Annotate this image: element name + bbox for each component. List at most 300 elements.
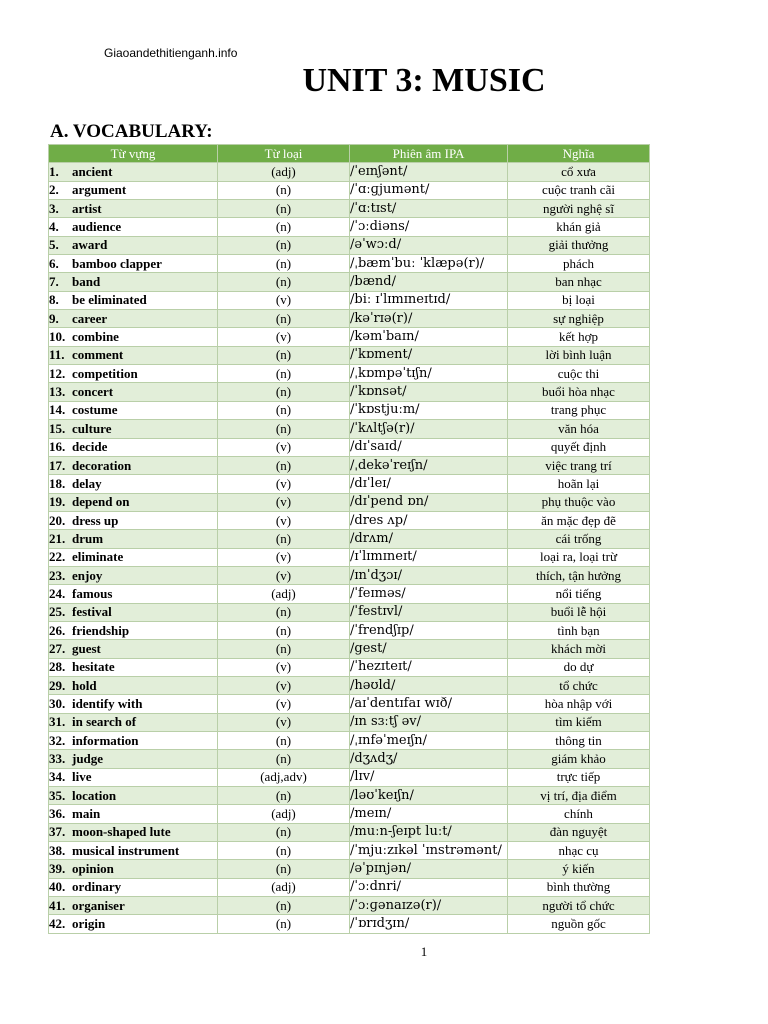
meaning-cell: cuộc tranh cãi <box>508 181 650 199</box>
word-cell <box>49 511 218 529</box>
meaning-cell: việc trang trí <box>508 456 650 474</box>
part-of-speech-cell: (n) <box>218 621 350 639</box>
part-of-speech-cell: (n) <box>218 603 350 621</box>
word-cell <box>49 236 218 254</box>
meaning-cell: phách <box>508 255 650 273</box>
meaning-cell: tổ chức <box>508 676 650 694</box>
meaning-cell: sự nghiệp <box>508 310 650 328</box>
meaning-cell: cổ xưa <box>508 163 650 181</box>
table-row <box>49 493 650 511</box>
part-of-speech-cell: (n) <box>218 310 350 328</box>
word-cell <box>49 291 218 309</box>
part-of-speech-cell: (v) <box>218 548 350 566</box>
meaning-cell: người tổ chức <box>508 897 650 915</box>
part-of-speech-cell: (n) <box>218 365 350 383</box>
row-number: 39. <box>49 861 66 877</box>
row-number: 20. <box>49 512 66 528</box>
meaning-cell: trực tiếp <box>508 768 650 786</box>
column-header-ipa: Phiên âm IPA <box>350 145 508 163</box>
ipa-cell: /ˈfeɪməs/ <box>350 585 508 603</box>
word-text: concert <box>72 384 114 400</box>
table-row <box>49 621 650 639</box>
word-text: argument <box>72 182 127 198</box>
ipa-cell: /ˈɔːɡənaɪzə(r)/ <box>350 897 508 915</box>
table-row <box>49 291 650 309</box>
word-cell <box>49 897 218 915</box>
meaning-cell: tình bạn <box>508 621 650 639</box>
row-number: 4. <box>49 219 59 235</box>
ipa-cell: /dʒʌdʒ/ <box>350 750 508 768</box>
table-row <box>49 365 650 383</box>
meaning-cell: loại ra, loại trừ <box>508 548 650 566</box>
part-of-speech-cell: (n) <box>218 255 350 273</box>
part-of-speech-cell: (adj) <box>218 805 350 823</box>
row-number: 22. <box>49 549 66 565</box>
word-cell <box>49 493 218 511</box>
meaning-cell: lời bình luận <box>508 346 650 364</box>
word-cell <box>49 805 218 823</box>
table-row <box>49 732 650 750</box>
word-text: be eliminated <box>72 292 147 308</box>
ipa-cell: /ˈfestɪvl/ <box>350 603 508 621</box>
table-row <box>49 640 650 658</box>
word-cell <box>49 401 218 419</box>
word-cell <box>49 566 218 584</box>
word-text: competition <box>72 365 138 381</box>
meaning-cell: đàn nguyệt <box>508 823 650 841</box>
word-text: award <box>72 237 108 253</box>
word-cell <box>49 603 218 621</box>
table-row <box>49 713 650 731</box>
word-cell <box>49 383 218 401</box>
word-cell <box>49 658 218 676</box>
word-text: organiser <box>72 897 125 913</box>
meaning-cell: buổi lễ hội <box>508 603 650 621</box>
word-cell <box>49 787 218 805</box>
word-text: career <box>72 310 108 326</box>
ipa-cell: /ˌbæmˈbuː ˈklæpə(r)/ <box>350 255 508 273</box>
table-row <box>49 603 650 621</box>
word-text: artist <box>72 200 102 216</box>
word-cell <box>49 273 218 291</box>
ipa-cell: /ˌdekəˈreɪʃn/ <box>350 456 508 474</box>
word-cell <box>49 768 218 786</box>
word-text: festival <box>72 604 112 620</box>
meaning-cell: giải thưởng <box>508 236 650 254</box>
ipa-cell: /dres ʌp/ <box>350 511 508 529</box>
row-number: 5. <box>49 237 59 253</box>
part-of-speech-cell: (v) <box>218 328 350 346</box>
meaning-cell: trang phục <box>508 401 650 419</box>
ipa-cell: /ˈkɒment/ <box>350 346 508 364</box>
word-text: ancient <box>72 164 113 180</box>
row-number: 28. <box>49 659 66 675</box>
part-of-speech-cell: (v) <box>218 511 350 529</box>
table-row <box>49 236 650 254</box>
word-cell <box>49 842 218 860</box>
table-row <box>49 456 650 474</box>
word-cell <box>49 640 218 658</box>
row-number: 18. <box>49 475 66 491</box>
row-number: 15. <box>49 420 66 436</box>
row-number: 38. <box>49 842 66 858</box>
part-of-speech-cell: (v) <box>218 475 350 493</box>
part-of-speech-cell: (adj) <box>218 878 350 896</box>
table-row <box>49 511 650 529</box>
ipa-cell: /ɪˈlɪmɪneɪt/ <box>350 548 508 566</box>
word-cell <box>49 475 218 493</box>
table-row <box>49 805 650 823</box>
table-row <box>49 218 650 236</box>
meaning-cell: giám khảo <box>508 750 650 768</box>
ipa-cell: /ˈmjuːzɪkəl ˈɪnstrəmənt/ <box>350 842 508 860</box>
word-text: bamboo clapper <box>72 255 162 271</box>
ipa-cell: /ˈfrendʃɪp/ <box>350 621 508 639</box>
ipa-cell: /ɪnˈdʒɔɪ/ <box>350 566 508 584</box>
word-cell <box>49 218 218 236</box>
ipa-cell: /ˈɑːɡjumənt/ <box>350 181 508 199</box>
meaning-cell: ăn mặc đẹp đẽ <box>508 511 650 529</box>
word-text: famous <box>72 585 113 601</box>
word-text: comment <box>72 347 124 363</box>
word-cell <box>49 530 218 548</box>
table-row <box>49 768 650 786</box>
row-number: 36. <box>49 806 66 822</box>
part-of-speech-cell: (n) <box>218 346 350 364</box>
row-number: 6. <box>49 255 59 271</box>
part-of-speech-cell: (n) <box>218 273 350 291</box>
row-number: 40. <box>49 879 66 895</box>
meaning-cell: chính <box>508 805 650 823</box>
ipa-cell: /dɪˈleɪ/ <box>350 475 508 493</box>
site-name: Giaoandethitienganh.info <box>104 46 238 60</box>
word-text: information <box>72 732 139 748</box>
table-row <box>49 695 650 713</box>
row-number: 13. <box>49 384 66 400</box>
word-text: identify with <box>72 695 143 711</box>
table-row <box>49 676 650 694</box>
table-row <box>49 842 650 860</box>
ipa-cell: /gest/ <box>350 640 508 658</box>
row-number: 12. <box>49 365 66 381</box>
ipa-cell: /əˈpɪnjən/ <box>350 860 508 878</box>
row-number: 31. <box>49 714 66 730</box>
part-of-speech-cell: (n) <box>218 842 350 860</box>
row-number: 37. <box>49 824 66 840</box>
word-cell <box>49 750 218 768</box>
word-cell <box>49 860 218 878</box>
word-cell <box>49 676 218 694</box>
part-of-speech-cell: (v) <box>218 713 350 731</box>
table-row <box>49 328 650 346</box>
word-cell <box>49 695 218 713</box>
part-of-speech-cell: (n) <box>218 456 350 474</box>
word-text: ordinary <box>72 879 122 895</box>
word-cell <box>49 420 218 438</box>
part-of-speech-cell: (adj) <box>218 585 350 603</box>
table-row <box>49 878 650 896</box>
row-number: 19. <box>49 494 66 510</box>
part-of-speech-cell: (adj) <box>218 163 350 181</box>
word-text: depend on <box>72 494 130 510</box>
part-of-speech-cell: (v) <box>218 566 350 584</box>
part-of-speech-cell: (v) <box>218 695 350 713</box>
word-cell <box>49 585 218 603</box>
table-row <box>49 566 650 584</box>
ipa-cell: /əˈwɔːd/ <box>350 236 508 254</box>
word-text: band <box>72 274 101 290</box>
row-number: 29. <box>49 677 66 693</box>
word-cell <box>49 823 218 841</box>
table-row <box>49 475 650 493</box>
part-of-speech-cell: (n) <box>218 236 350 254</box>
word-text: audience <box>72 219 122 235</box>
word-text: guest <box>72 640 101 656</box>
row-number: 34. <box>49 769 66 785</box>
row-number: 2. <box>49 182 59 198</box>
word-text: decoration <box>72 457 132 473</box>
meaning-cell: nổi tiếng <box>508 585 650 603</box>
word-cell <box>49 915 218 933</box>
part-of-speech-cell: (v) <box>218 438 350 456</box>
ipa-cell: /ɪn sɜːtʃ əv/ <box>350 713 508 731</box>
meaning-cell: ban nhạc <box>508 273 650 291</box>
ipa-cell: /ˌkɒmpəˈtɪʃn/ <box>350 365 508 383</box>
ipa-cell: /muːn-ʃeɪpt luːt/ <box>350 823 508 841</box>
part-of-speech-cell: (n) <box>218 420 350 438</box>
word-cell <box>49 181 218 199</box>
row-number: 42. <box>49 916 66 932</box>
part-of-speech-cell: (v) <box>218 291 350 309</box>
row-number: 26. <box>49 622 66 638</box>
ipa-cell: /dɪˈsaɪd/ <box>350 438 508 456</box>
table-row <box>49 585 650 603</box>
meaning-cell: khách mời <box>508 640 650 658</box>
meaning-cell: quyết định <box>508 438 650 456</box>
word-cell <box>49 732 218 750</box>
word-text: main <box>72 806 101 822</box>
ipa-cell: /ˈkɒnsət/ <box>350 383 508 401</box>
word-text: dress up <box>72 512 119 528</box>
word-text: judge <box>72 751 104 767</box>
word-cell <box>49 621 218 639</box>
meaning-cell: bình thường <box>508 878 650 896</box>
ipa-cell: /kəmˈbaɪn/ <box>350 328 508 346</box>
word-cell <box>49 365 218 383</box>
word-cell <box>49 310 218 328</box>
table-row <box>49 860 650 878</box>
word-text: drum <box>72 530 104 546</box>
table-row <box>49 915 650 933</box>
meaning-cell: vị trí, địa điểm <box>508 787 650 805</box>
word-cell <box>49 438 218 456</box>
part-of-speech-cell: (n) <box>218 750 350 768</box>
word-text: enjoy <box>72 567 103 583</box>
part-of-speech-cell: (n) <box>218 181 350 199</box>
row-number: 33. <box>49 751 66 767</box>
word-text: opinion <box>72 861 114 877</box>
ipa-cell: /ˈɔːdnri/ <box>350 878 508 896</box>
ipa-cell: /ˈkɒstjuːm/ <box>350 401 508 419</box>
word-text: in search of <box>72 714 137 730</box>
table-row <box>49 200 650 218</box>
meaning-cell: người nghệ sĩ <box>508 200 650 218</box>
page-title: UNIT 3: MUSIC <box>302 62 546 99</box>
section-title: A. VOCABULARY: <box>50 121 213 142</box>
row-number: 25. <box>49 604 66 620</box>
part-of-speech-cell: (n) <box>218 401 350 419</box>
meaning-cell: bị loại <box>508 291 650 309</box>
word-text: delay <box>72 475 102 491</box>
meaning-cell: phụ thuộc vào <box>508 493 650 511</box>
table-row <box>49 897 650 915</box>
ipa-cell: /ˌɪnfəˈmeɪʃn/ <box>350 732 508 750</box>
ipa-cell: /bænd/ <box>350 273 508 291</box>
meaning-cell: thông tin <box>508 732 650 750</box>
word-text: location <box>72 787 117 803</box>
part-of-speech-cell: (n) <box>218 218 350 236</box>
part-of-speech-cell: (n) <box>218 530 350 548</box>
part-of-speech-cell: (n) <box>218 640 350 658</box>
table-row <box>49 658 650 676</box>
part-of-speech-cell: (v) <box>218 493 350 511</box>
word-cell <box>49 456 218 474</box>
word-text: live <box>72 769 92 785</box>
word-text: decide <box>72 439 108 455</box>
meaning-cell: tìm kiếm <box>508 713 650 731</box>
word-text: eliminate <box>72 549 124 565</box>
meaning-cell: khán giả <box>508 218 650 236</box>
table-row <box>49 401 650 419</box>
ipa-cell: /meɪn/ <box>350 805 508 823</box>
word-text: friendship <box>72 622 130 638</box>
word-text: costume <box>72 402 118 418</box>
word-cell <box>49 328 218 346</box>
meaning-cell: nguồn gốc <box>508 915 650 933</box>
table-row <box>49 255 650 273</box>
row-number: 7. <box>49 274 59 290</box>
table-row <box>49 383 650 401</box>
part-of-speech-cell: (n) <box>218 915 350 933</box>
row-number: 23. <box>49 567 66 583</box>
table-row <box>49 438 650 456</box>
row-number: 17. <box>49 457 66 473</box>
meaning-cell: hoãn lại <box>508 475 650 493</box>
ipa-cell: /ˈeɪnʃənt/ <box>350 163 508 181</box>
table-row <box>49 420 650 438</box>
meaning-cell: do dự <box>508 658 650 676</box>
ipa-cell: /dɪˈpend ɒn/ <box>350 493 508 511</box>
meaning-cell: cái trống <box>508 530 650 548</box>
meaning-cell: nhạc cụ <box>508 842 650 860</box>
ipa-cell: /biː ɪˈlɪmɪneɪtɪd/ <box>350 291 508 309</box>
table-row <box>49 181 650 199</box>
part-of-speech-cell: (v) <box>218 676 350 694</box>
table-row <box>49 548 650 566</box>
ipa-cell: /kəˈrɪə(r)/ <box>350 310 508 328</box>
table-row <box>49 163 650 181</box>
part-of-speech-cell: (n) <box>218 860 350 878</box>
vocabulary-table-body <box>49 163 650 933</box>
table-row <box>49 750 650 768</box>
row-number: 32. <box>49 732 66 748</box>
meaning-cell: cuộc thi <box>508 365 650 383</box>
row-number: 11. <box>49 347 65 363</box>
word-cell <box>49 200 218 218</box>
row-number: 27. <box>49 640 66 656</box>
table-row <box>49 310 650 328</box>
meaning-cell: kết hợp <box>508 328 650 346</box>
part-of-speech-cell: (n) <box>218 823 350 841</box>
table-row <box>49 530 650 548</box>
word-text: culture <box>72 420 112 436</box>
row-number: 24. <box>49 585 66 601</box>
ipa-cell: /lɪv/ <box>350 768 508 786</box>
ipa-cell: /aɪˈdentɪfaɪ wɪð/ <box>350 695 508 713</box>
part-of-speech-cell: (n) <box>218 897 350 915</box>
row-number: 1. <box>49 164 59 180</box>
part-of-speech-cell: (v) <box>218 658 350 676</box>
ipa-cell: /drʌm/ <box>350 530 508 548</box>
table-header-row <box>49 145 650 163</box>
word-text: combine <box>72 329 119 345</box>
row-number: 3. <box>49 200 59 216</box>
word-cell <box>49 255 218 273</box>
word-cell <box>49 878 218 896</box>
meaning-cell: văn hóa <box>508 420 650 438</box>
word-text: hesitate <box>72 659 115 675</box>
ipa-cell: /ˈɒrɪdʒɪn/ <box>350 915 508 933</box>
row-number: 30. <box>49 695 66 711</box>
word-cell <box>49 713 218 731</box>
word-text: origin <box>72 916 106 932</box>
ipa-cell: /həʊld/ <box>350 676 508 694</box>
word-cell <box>49 548 218 566</box>
column-header-pos: Từ loại <box>218 145 350 163</box>
ipa-cell: /ləʊˈkeɪʃn/ <box>350 787 508 805</box>
row-number: 14. <box>49 402 66 418</box>
part-of-speech-cell: (adj,adv) <box>218 768 350 786</box>
meaning-cell: hòa nhập với <box>508 695 650 713</box>
meaning-cell: ý kiến <box>508 860 650 878</box>
table-row <box>49 823 650 841</box>
ipa-cell: /ˈɔːdiəns/ <box>350 218 508 236</box>
page-number: 1 <box>420 944 428 959</box>
part-of-speech-cell: (n) <box>218 383 350 401</box>
row-number: 41. <box>49 897 66 913</box>
word-cell <box>49 346 218 364</box>
meaning-cell: thích, tận hưởng <box>508 566 650 584</box>
row-number: 16. <box>49 439 66 455</box>
row-number: 35. <box>49 787 66 803</box>
vocabulary-table <box>48 144 650 934</box>
row-number: 21. <box>49 530 66 546</box>
table-row <box>49 346 650 364</box>
part-of-speech-cell: (n) <box>218 787 350 805</box>
table-row <box>49 273 650 291</box>
row-number: 10. <box>49 329 66 345</box>
part-of-speech-cell: (n) <box>218 200 350 218</box>
ipa-cell: /ˈhezɪteɪt/ <box>350 658 508 676</box>
word-text: hold <box>72 677 97 693</box>
part-of-speech-cell: (n) <box>218 732 350 750</box>
row-number: 9. <box>49 310 59 326</box>
column-header-word: Từ vựng <box>49 145 218 163</box>
word-text: musical instrument <box>72 842 180 858</box>
meaning-cell: buổi hòa nhạc <box>508 383 650 401</box>
word-cell <box>49 163 218 181</box>
row-number: 8. <box>49 292 59 308</box>
